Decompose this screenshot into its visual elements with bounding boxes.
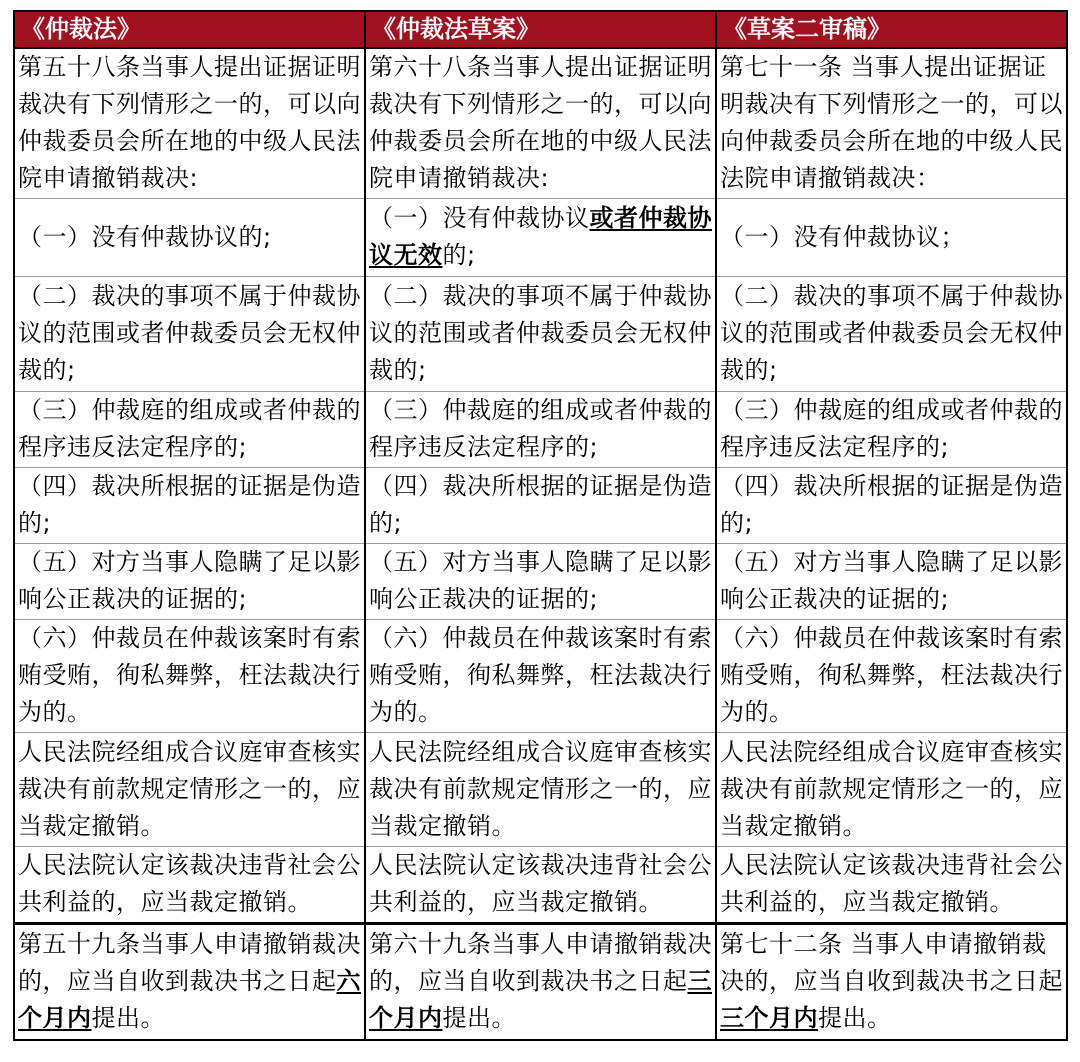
cell: （五）对方当事人隐瞒了足以影响公正裁决的证据的; bbox=[365, 543, 716, 619]
cell: （四）裁决所根据的证据是伪造的; bbox=[14, 467, 365, 543]
cell: 第七十一条 当事人提出证据证明裁决有下列情形之一的，可以向仲裁委员会所在地的中级人民法院申请撤销裁决： bbox=[716, 48, 1067, 198]
cell: （三）仲裁庭的组成或者仲裁的程序违反法定程序的; bbox=[716, 391, 1067, 467]
cell: （四）裁决所根据的证据是伪造的; bbox=[716, 467, 1067, 543]
cell-with-highlight bbox=[14, 923, 365, 1040]
table-row bbox=[14, 391, 1067, 467]
cell: 人民法院认定该裁决违背社会公共利益的，应当裁定撤销。 bbox=[14, 846, 365, 923]
cell-text: 第七十二条 当事人申请撤销裁决的，应当自收到裁决书之日起 bbox=[720, 930, 1063, 996]
cell: （二）裁决的事项不属于仲裁协议的范围或者仲裁委员会无权仲裁的; bbox=[365, 276, 716, 391]
highlight-text: 或者仲裁协议无效 bbox=[369, 204, 712, 269]
table-row bbox=[14, 543, 1067, 619]
cell-text-tail: 提出。 bbox=[442, 1004, 516, 1033]
table-row bbox=[14, 846, 1067, 923]
cell: （二）裁决的事项不属于仲裁协议的范围或者仲裁委员会无权仲裁的; bbox=[14, 276, 365, 391]
cell: （六）仲裁员在仲裁该案时有索贿受贿，徇私舞弊，枉法裁决行为的。 bbox=[14, 619, 365, 732]
table-row bbox=[14, 732, 1067, 846]
cell: 第五十八条当事人提出证据证明裁决有下列情形之一的，可以向仲裁委员会所在地的中级人民法院申请撤销裁决: bbox=[14, 48, 365, 198]
header-arbitration-law-draft: 《仲裁法草案》 bbox=[365, 11, 716, 48]
cell-text: 第五十九条当事人申请撤销裁决的，应当自收到裁决书之日起 bbox=[18, 930, 361, 996]
cell-text-tail: 提出。 bbox=[91, 1004, 165, 1033]
cell: （六）仲裁员在仲裁该案时有索贿受贿，徇私舞弊，枉法裁决行为的。 bbox=[716, 619, 1067, 732]
cell: 人民法院认定该裁决违背社会公共利益的，应当裁定撤销。 bbox=[365, 846, 716, 923]
comparison-table-wrapper bbox=[13, 10, 1067, 1041]
cell-with-highlight bbox=[365, 923, 716, 1040]
highlight-text: 六个月内 bbox=[18, 967, 361, 1033]
cell: （三）仲裁庭的组成或者仲裁的程序违反法定程序的; bbox=[365, 391, 716, 467]
cell: （二）裁决的事项不属于仲裁协议的范围或者仲裁委员会无权仲裁的; bbox=[716, 276, 1067, 391]
table-row bbox=[14, 48, 1067, 198]
highlight-text: 三个月内 bbox=[720, 1004, 818, 1033]
cell-text-tail: 提出。 bbox=[818, 1004, 892, 1033]
header-draft-second-review: 《草案二审稿》 bbox=[716, 11, 1067, 48]
table-row bbox=[14, 923, 1067, 1040]
header-row bbox=[14, 11, 1067, 48]
cell: 人民法院经组成合议庭审查核实裁决有前款规定情形之一的，应当裁定撤销。 bbox=[716, 732, 1067, 846]
table-row bbox=[14, 276, 1067, 391]
law-comparison-table bbox=[13, 10, 1068, 1041]
table-row bbox=[14, 467, 1067, 543]
cell-text: （一）没有仲裁协议 bbox=[369, 204, 590, 232]
cell: （五）对方当事人隐瞒了足以影响公正裁决的证据的; bbox=[716, 543, 1067, 619]
cell: 人民法院经组成合议庭审查核实裁决有前款规定情形之一的，应当裁定撤销。 bbox=[14, 732, 365, 846]
cell: （一）没有仲裁协议； bbox=[716, 198, 1067, 276]
cell: （一）没有仲裁协议的; bbox=[14, 198, 365, 276]
cell: （三）仲裁庭的组成或者仲裁的程序违反法定程序的; bbox=[14, 391, 365, 467]
cell-text: 第六十九条当事人申请撤销裁决的，应当自收到裁决书之日起 bbox=[369, 930, 712, 996]
cell-with-highlight bbox=[716, 923, 1067, 1040]
cell-text-tail: 的; bbox=[442, 241, 476, 269]
cell: （四）裁决所根据的证据是伪造的; bbox=[365, 467, 716, 543]
cell: 人民法院认定该裁决违背社会公共利益的，应当裁定撤销。 bbox=[716, 846, 1067, 923]
table-row bbox=[14, 198, 1067, 276]
header-arbitration-law: 《仲裁法》 bbox=[14, 11, 365, 48]
cell: 人民法院经组成合议庭审查核实裁决有前款规定情形之一的，应当裁定撤销。 bbox=[365, 732, 716, 846]
cell: （五）对方当事人隐瞒了足以影响公正裁决的证据的; bbox=[14, 543, 365, 619]
highlight-text: 三个月内 bbox=[369, 967, 712, 1033]
cell: （六）仲裁员在仲裁该案时有索贿受贿，徇私舞弊，枉法裁决行为的。 bbox=[365, 619, 716, 732]
cell-with-highlight bbox=[365, 198, 716, 276]
cell: 第六十八条当事人提出证据证明裁决有下列情形之一的，可以向仲裁委员会所在地的中级人民法院申请撤销裁决: bbox=[365, 48, 716, 198]
table-row bbox=[14, 619, 1067, 732]
